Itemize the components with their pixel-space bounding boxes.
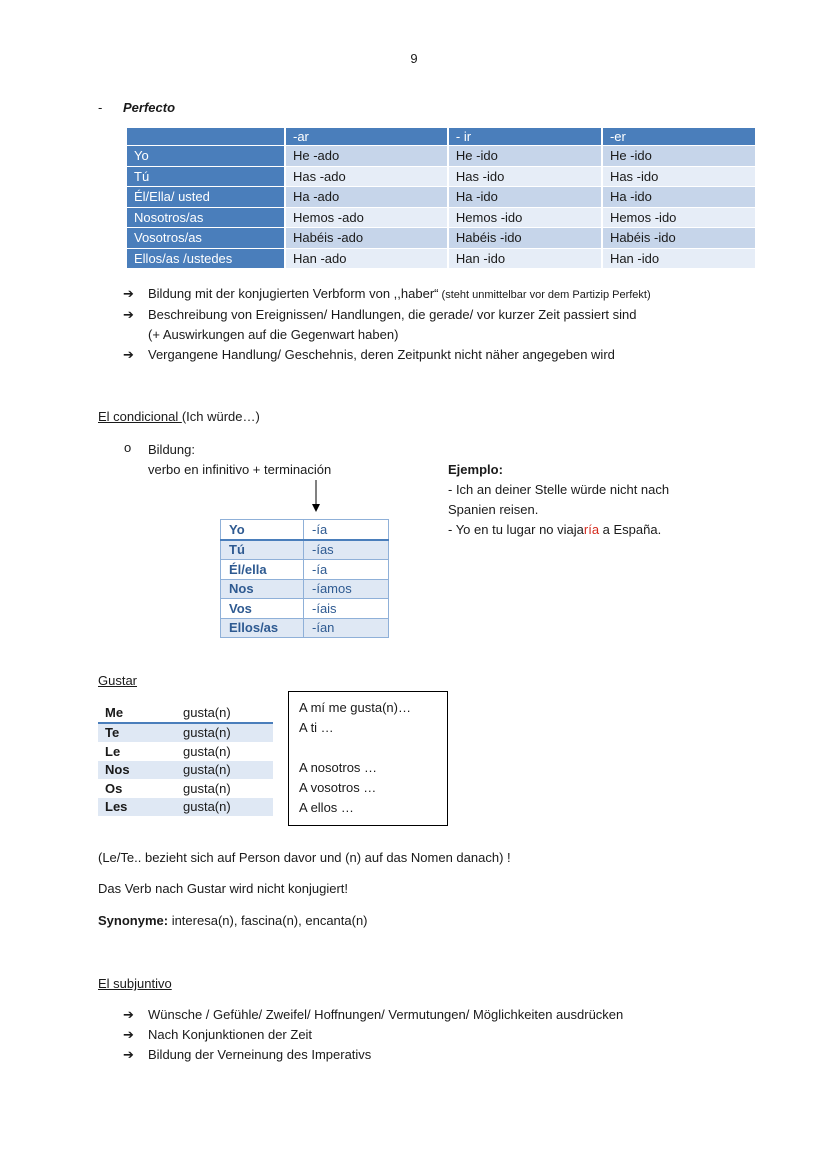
table-cell: Has -ido	[448, 166, 602, 187]
table-cell: Ha -ido	[602, 187, 756, 208]
list-item	[123, 284, 651, 305]
ending-cell: -ía	[304, 520, 389, 540]
ending-cell: -ían	[304, 618, 389, 638]
arrow-right-icon: ➔	[123, 307, 134, 322]
table-cell: Habéis -ido	[448, 228, 602, 249]
table-row	[221, 599, 389, 619]
bildung-label: Bildung:	[148, 442, 195, 457]
table-cell: Hemos -ido	[602, 207, 756, 228]
list-dash: -	[98, 100, 103, 115]
subjuntivo-list	[123, 1005, 623, 1065]
table-cell: Han -ido	[448, 248, 602, 269]
table-cell: Has -ido	[602, 166, 756, 187]
table-row	[127, 146, 756, 167]
verb-cell: gusta(n)	[176, 723, 273, 743]
table-row	[127, 187, 756, 208]
condicional-title-rest: (Ich würde…)	[181, 409, 260, 424]
arrow-right-icon: ➔	[123, 1027, 134, 1042]
verb-cell: gusta(n)	[176, 761, 273, 780]
box-line: A nosotros …	[299, 760, 378, 775]
arrow-right-icon: ➔	[123, 1047, 134, 1062]
ejemplo-spanish-highlight: ría	[583, 522, 600, 537]
condicional-title-underlined: El condicional	[98, 409, 182, 424]
note-small-text: (steht unmittelbar vor dem Partizip Perfekt)	[438, 289, 651, 301]
gustar-note: Das Verb nach Gustar wird nicht konjugiert!	[98, 881, 349, 896]
pronoun-cell: Vosotros/as	[127, 228, 285, 249]
pronoun-cell: Tú	[221, 540, 304, 560]
table-row	[221, 520, 389, 540]
pronoun-cell: Él/ella	[221, 560, 304, 580]
pronoun-cell: Les	[98, 798, 176, 817]
table-row	[221, 540, 389, 560]
list-item-text: Bildung der Verneinung des Imperativs	[148, 1047, 372, 1062]
synonyms-text: interesa(n), fascina(n), encanta(n)	[168, 913, 368, 928]
ending-cell: -íamos	[304, 579, 389, 599]
synonyms-label: Synonyme:	[98, 913, 169, 928]
ending-cell: -ías	[304, 540, 389, 560]
pronoun-cell: Nos	[221, 579, 304, 599]
gustar-table	[98, 703, 273, 816]
box-line: A mí me gusta(n)…	[299, 700, 411, 715]
box-line: A vosotros …	[299, 780, 377, 795]
table-cell: Han -ido	[602, 248, 756, 269]
arrow-right-icon: ➔	[123, 1007, 134, 1022]
table-cell: Ha -ado	[285, 187, 448, 208]
page-number: 9	[410, 51, 418, 66]
table-row	[98, 742, 273, 761]
box-line: A ti …	[299, 720, 334, 735]
ejemplo-spanish-after: a España.	[599, 522, 662, 537]
gustar-example-box	[288, 691, 448, 826]
note-text-line2: (+ Auswirkungen auf die Gegenwart haben)	[148, 327, 399, 342]
gustar-note: (Le/Te.. bezieht sich auf Person davor und (n) auf das Nomen danach) !	[98, 850, 511, 865]
table-cell: Ha -ido	[448, 187, 602, 208]
pronoun-cell: Me	[98, 703, 176, 723]
condicional-title	[98, 409, 260, 424]
table-cell: Habéis -ido	[602, 228, 756, 249]
table-row	[127, 248, 756, 269]
perfecto-notes	[123, 284, 651, 365]
verb-cell: gusta(n)	[176, 703, 273, 723]
pronoun-cell: Nos	[98, 761, 176, 780]
bildung-formula: verbo en infinitivo + terminación	[148, 462, 332, 477]
table-row	[221, 618, 389, 638]
pronoun-cell: Vos	[221, 599, 304, 619]
table-row	[127, 207, 756, 228]
table-cell: Han -ado	[285, 248, 448, 269]
ejemplo-block	[448, 460, 669, 540]
ending-cell: -íais	[304, 599, 389, 619]
table-row	[98, 703, 273, 723]
pronoun-cell: Él/Ella/ usted	[127, 187, 285, 208]
ending-cell: -ía	[304, 560, 389, 580]
table-cell: He -ido	[602, 146, 756, 167]
list-item-text: Wünsche / Gefühle/ Zweifel/ Hoffnungen/ Vermutungen/ Möglichkeiten ausdrücken	[148, 1007, 624, 1022]
table-cell: Hemos -ido	[448, 207, 602, 228]
note-text: Beschreibung von Ereignissen/ Handlungen, die gerade/ vor kurzer Zeit passiert sind	[148, 307, 637, 322]
table-cell: Habéis -ado	[285, 228, 448, 249]
table-cell: He -ido	[448, 146, 602, 167]
list-item	[123, 1005, 623, 1025]
table-cell: Hemos -ado	[285, 207, 448, 228]
pronoun-cell: Te	[98, 723, 176, 743]
header-cell	[127, 128, 285, 146]
ejemplo-german-line2: Spanien reisen.	[448, 502, 539, 517]
list-item	[123, 305, 651, 345]
table-row	[127, 228, 756, 249]
header-cell: -ar	[285, 128, 448, 146]
table-header-row	[127, 128, 756, 146]
table-row	[221, 560, 389, 580]
pronoun-cell: Nosotros/as	[127, 207, 285, 228]
header-cell: - ir	[448, 128, 602, 146]
bullet-circle: o	[124, 440, 132, 455]
table-cell: He -ado	[285, 146, 448, 167]
verb-cell: gusta(n)	[183, 743, 231, 759]
subjuntivo-title: El subjuntivo	[98, 976, 172, 991]
condicional-table	[220, 519, 389, 638]
perfecto-table	[127, 128, 757, 269]
arrow-down-icon	[310, 480, 322, 512]
bildung-block	[148, 440, 331, 480]
pronoun-cell: Le	[105, 743, 121, 759]
table-row	[98, 779, 273, 798]
arrow-right-icon: ➔	[123, 286, 134, 301]
pronoun-cell: Yo	[127, 146, 285, 167]
ejemplo-german-line1: - Ich an deiner Stelle würde nicht nach	[448, 482, 670, 497]
ejemplo-spanish	[448, 520, 669, 540]
synonyms-line	[98, 913, 368, 928]
note-text: Vergangene Handlung/ Geschehnis, deren Zeitpunkt nicht näher angegeben wird	[148, 347, 615, 362]
pronoun-cell: Yo	[221, 520, 304, 540]
pronoun-cell: Ellos/as /ustedes	[127, 248, 285, 269]
table-cell: Has -ado	[285, 166, 448, 187]
arrow-right-icon: ➔	[123, 347, 134, 362]
ejemplo-spanish-before: - Yo en tu lugar no viaja	[448, 522, 584, 537]
table-row	[98, 761, 273, 780]
list-item	[123, 345, 651, 365]
ejemplo-label: Ejemplo:	[448, 462, 503, 477]
table-row	[221, 579, 389, 599]
gustar-title: Gustar	[98, 673, 138, 688]
table-row	[98, 723, 273, 743]
verb-cell: gusta(n)	[183, 780, 231, 796]
pronoun-cell: Os	[105, 780, 123, 796]
verb-cell: gusta(n)	[176, 798, 273, 817]
pronoun-cell: Ellos/as	[221, 618, 304, 638]
list-item	[123, 1025, 623, 1045]
box-line: A ellos …	[299, 800, 354, 815]
table-row	[127, 166, 756, 187]
header-cell: -er	[602, 128, 756, 146]
list-item	[123, 1045, 623, 1065]
note-text: Bildung mit der konjugierten Verbform von ,,haber“	[148, 286, 439, 301]
perfecto-title: Perfecto	[123, 100, 176, 115]
list-item-text: Nach Konjunktionen der Zeit	[148, 1027, 313, 1042]
pronoun-cell: Tú	[127, 166, 285, 187]
table-row	[98, 798, 273, 817]
